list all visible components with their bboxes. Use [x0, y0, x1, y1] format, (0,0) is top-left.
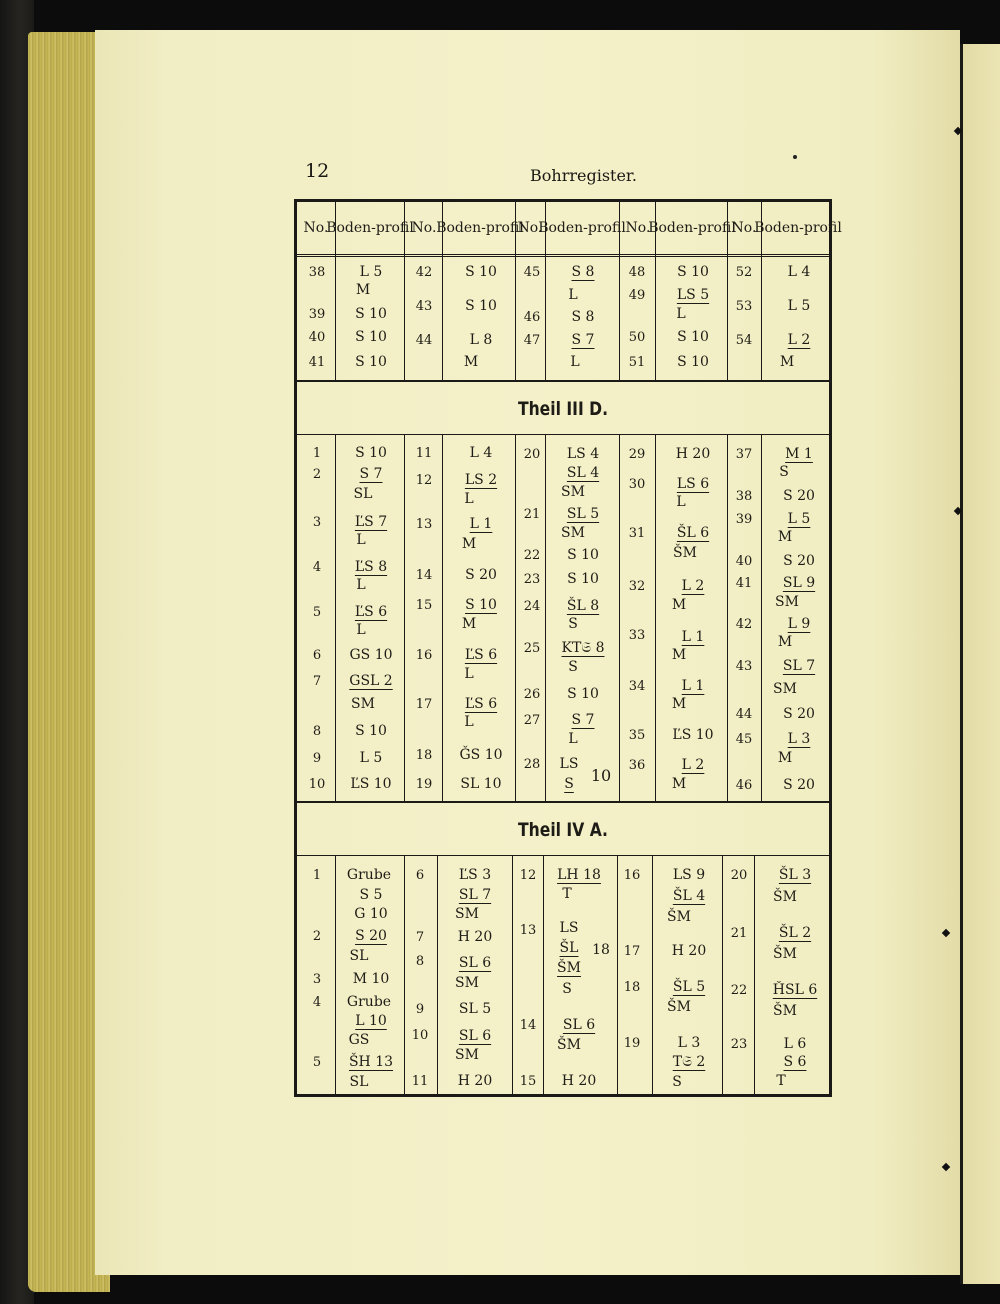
soil-profile: ŠL 3 [778, 867, 812, 883]
soil-profile: S 10 [677, 354, 709, 370]
soil-profile-line: SL 7 [458, 887, 492, 903]
soil-profile: ĽS 6 [464, 647, 498, 663]
soil-profile: S 10 [355, 306, 387, 322]
boring-number: 50 [628, 330, 646, 345]
header-no: No. [303, 219, 329, 236]
boring-number: 18 [623, 980, 641, 995]
soil-profile: S 10 [465, 264, 497, 280]
boring-number: 34 [628, 679, 646, 694]
boring-number: 51 [628, 355, 646, 370]
soil-profile: H 20 [457, 929, 493, 945]
soil-profile: L 5 [787, 298, 811, 314]
soil-profile: ŠL 6 [676, 525, 710, 541]
soil-profile-line: ŠM [557, 960, 581, 976]
boring-number: 9 [415, 1002, 425, 1017]
boring-number: 39 [735, 512, 753, 527]
soil-profile: LS [559, 920, 579, 936]
soil-profile: LS [559, 756, 579, 772]
soil-profile-sub: M [777, 529, 793, 545]
soil-profile: S 7 [571, 712, 595, 728]
boring-number: 6 [312, 648, 322, 663]
boring-number: 29 [628, 447, 646, 462]
soil-profile-bracket-value: 10 [590, 766, 612, 785]
soil-profile-line: T𝔖 2 [672, 1054, 706, 1070]
soil-profile-sub: S [672, 1074, 682, 1090]
soil-profile: L 9 [787, 616, 811, 632]
soil-profile: LS 9 [672, 867, 706, 883]
soil-profile: ĽS 10 [350, 776, 392, 792]
soil-profile: M 10 [352, 971, 390, 987]
soil-profile-sub: L [356, 622, 366, 638]
soil-profile-sub: L [464, 491, 474, 507]
soil-profile-sub: L [356, 577, 366, 593]
soil-profile-sub: L [568, 731, 578, 747]
soil-profile: SL 5 [458, 1001, 492, 1017]
soil-profile: LS 5 [676, 287, 710, 303]
boring-number: 17 [623, 944, 641, 959]
header-boden: Boden- profil [648, 219, 736, 236]
boring-number: 15 [415, 598, 433, 613]
boring-number: 37 [735, 447, 753, 462]
soil-profile-sub: ŠM [773, 889, 797, 905]
boring-number: 47 [523, 333, 541, 348]
soil-profile: S 20 [355, 928, 387, 944]
soil-profile: L 3 [787, 731, 811, 747]
boring-number: 44 [735, 707, 753, 722]
soil-profile-sub: S [568, 616, 578, 632]
soil-profile: L 5 [359, 750, 383, 766]
soil-profile-line: S 5 [359, 887, 383, 903]
soil-profile: SL 9 [782, 575, 816, 591]
soil-profile: L 2 [681, 578, 705, 594]
soil-profile: S 10 [355, 723, 387, 739]
soil-profile: S 8 [571, 309, 595, 325]
boring-number: 25 [523, 641, 541, 656]
header-no: No. [517, 219, 543, 236]
soil-profile-sub: L [676, 306, 686, 322]
soil-profile-sub: L [568, 287, 578, 303]
boring-number: 30 [628, 477, 646, 492]
soil-profile-line: ŠL 4 [672, 888, 706, 904]
header-no: No. [625, 219, 651, 236]
boring-number: 33 [628, 628, 646, 643]
boring-number: 3 [312, 515, 322, 530]
boring-number: 1 [312, 868, 322, 883]
soil-profile: SL 10 [460, 776, 502, 792]
boring-number: 14 [519, 1018, 537, 1033]
soil-profile: L 3 [677, 1035, 701, 1051]
boring-number: 15 [519, 1074, 537, 1089]
soil-profile: S 10 [567, 571, 599, 587]
soil-profile-sub: ŠM [557, 1037, 581, 1053]
soil-profile: ŠH 13 [348, 1054, 394, 1070]
soil-profile-sub: SM [773, 681, 797, 697]
soil-profile: S 20 [465, 567, 497, 583]
soil-profile: M 1 [785, 446, 813, 462]
soil-profile: SL 5 [566, 506, 600, 522]
soil-profile: L 8 [469, 332, 493, 348]
facing-page-edge [960, 44, 1000, 1284]
soil-profile-sub: M [671, 776, 687, 792]
running-head: Bohrregister. [530, 166, 637, 185]
speck [793, 155, 797, 159]
soil-profile: L 2 [681, 757, 705, 773]
boring-number: 2 [312, 467, 322, 482]
header-no: No. [411, 219, 437, 236]
soil-profile-sub: M [461, 536, 477, 552]
soil-profile: ĽS 3 [458, 867, 492, 883]
boring-number: 45 [523, 265, 541, 280]
soil-profile: S 20 [783, 777, 815, 793]
bohrregister-table [294, 199, 842, 1097]
boring-number: 19 [623, 1036, 641, 1051]
soil-profile: ĽS 8 [354, 559, 388, 575]
soil-profile-sub: S [779, 464, 789, 480]
boring-number: 41 [735, 576, 753, 591]
soil-profile-sub: SL [349, 948, 369, 964]
soil-profile: GS 10 [349, 647, 393, 663]
soil-profile: ĽS 10 [672, 727, 714, 743]
boring-number: 21 [523, 507, 541, 522]
boring-number: 9 [312, 751, 322, 766]
boring-number: 16 [623, 868, 641, 883]
soil-profile: ĽS 6 [354, 604, 388, 620]
soil-profile-sub: S [564, 776, 574, 792]
boring-number: 13 [415, 517, 433, 532]
soil-profile: L 4 [469, 445, 493, 461]
soil-profile: SL 6 [458, 955, 492, 971]
soil-profile: ŠL 8 [566, 598, 600, 614]
soil-profile: L 2 [787, 332, 811, 348]
soil-profile-line: SL 4 [566, 465, 600, 481]
soil-profile: L 4 [787, 264, 811, 280]
soil-profile: S 20 [783, 488, 815, 504]
boring-number: 46 [523, 310, 541, 325]
soil-profile-sub: ŠM [773, 1003, 797, 1019]
boring-number: 39 [308, 307, 326, 322]
boring-number: 2 [312, 929, 322, 944]
soil-profile: L 1 [681, 678, 705, 694]
soil-profile-sub: M [777, 634, 793, 650]
soil-profile: L 1 [469, 516, 493, 532]
soil-profile: S 10 [567, 686, 599, 702]
soil-profile-sub: T [562, 886, 572, 902]
boring-number: 13 [519, 923, 537, 938]
soil-profile: S 7 [359, 466, 383, 482]
boring-number: 38 [308, 265, 326, 280]
soil-profile-sub: M [461, 616, 477, 632]
boring-number: 23 [523, 572, 541, 587]
soil-profile: L 5 [787, 511, 811, 527]
boring-number: 43 [735, 659, 753, 674]
soil-profile: H 20 [675, 446, 711, 462]
soil-profile: LS 6 [676, 476, 710, 492]
table-header [297, 202, 842, 257]
boring-number: 43 [415, 299, 433, 314]
soil-profile-sub: SM [561, 484, 585, 500]
section-title-iiid: Theil III D. [517, 398, 609, 420]
soil-profile-sub: M [777, 750, 793, 766]
boring-number: 35 [628, 728, 646, 743]
boring-number: 53 [735, 299, 753, 314]
boring-number: 45 [735, 732, 753, 747]
boring-number: 7 [312, 674, 322, 689]
boring-number: 36 [628, 758, 646, 773]
header-boden: Boden- profil [538, 219, 626, 236]
soil-profile: S 7 [571, 332, 595, 348]
soil-profile: S 10 [677, 264, 709, 280]
soil-profile-sub: L [464, 666, 474, 682]
soil-profile: SL 6 [562, 1017, 596, 1033]
boring-number: 21 [730, 926, 748, 941]
soil-profile-sub: SM [455, 906, 479, 922]
soil-profile-sub: L [464, 714, 474, 730]
boring-number: 48 [628, 265, 646, 280]
soil-profile: S 10 [465, 597, 497, 613]
soil-profile: ŠL 2 [778, 925, 812, 941]
soil-profile-sub: M [671, 597, 687, 613]
soil-profile: LH 18 [557, 867, 601, 883]
soil-profile-sub: SM [561, 525, 585, 541]
soil-profile-sub: SM [351, 696, 375, 712]
soil-profile-sub: M [779, 354, 795, 370]
header-boden: Boden- profil [436, 219, 524, 236]
soil-profile: L 6 [783, 1036, 807, 1052]
boring-number: 11 [411, 1074, 429, 1089]
boring-number: 44 [415, 333, 433, 348]
header-no: No. [731, 219, 757, 236]
soil-profile-sub: S [562, 981, 572, 997]
boring-number: 31 [628, 526, 646, 541]
soil-profile: ĽS 7 [354, 514, 388, 530]
section-title-iva: Theil IV A. [518, 819, 608, 841]
soil-profile: S 20 [783, 706, 815, 722]
boring-number: 10 [411, 1028, 429, 1043]
page-number: 12 [305, 160, 330, 182]
boring-number: 12 [519, 868, 537, 883]
boring-number: 4 [312, 995, 322, 1010]
boring-number: 5 [312, 1055, 322, 1070]
soil-profile: L 1 [681, 629, 705, 645]
boring-number: 38 [735, 489, 753, 504]
boring-number: 4 [312, 560, 322, 575]
soil-profile-sub: M [355, 282, 371, 298]
soil-profile-line: L 10 [355, 1013, 387, 1029]
soil-profile: Grube [346, 994, 392, 1010]
soil-profile-sub: SM [775, 594, 799, 610]
boring-number: 40 [308, 330, 326, 345]
soil-profile: LS 2 [464, 472, 498, 488]
soil-profile-sub: ŠM [673, 545, 697, 561]
boring-number: 23 [730, 1037, 748, 1052]
boring-number: 26 [523, 687, 541, 702]
soil-profile-sub: L [356, 532, 366, 548]
soil-profile-sub: ŠM [667, 909, 691, 925]
boring-number: 28 [523, 757, 541, 772]
boring-number: 20 [523, 447, 541, 462]
soil-profile-sub: M [671, 647, 687, 663]
soil-profile: S 10 [465, 298, 497, 314]
boring-number: 32 [628, 579, 646, 594]
soil-profile-sub: SL [349, 1074, 369, 1090]
boring-number: 17 [415, 697, 433, 712]
soil-profile: H 20 [561, 1073, 597, 1089]
soil-profile: ǦS 10 [459, 747, 503, 763]
boring-number: 46 [735, 778, 753, 793]
boring-number: 8 [312, 724, 322, 739]
soil-profile: SL 6 [458, 1028, 492, 1044]
soil-profile-sub: M [671, 696, 687, 712]
soil-profile: SL 7 [782, 658, 816, 674]
soil-profile: S 20 [783, 553, 815, 569]
soil-profile: H 20 [457, 1073, 493, 1089]
boring-number: 18 [415, 748, 433, 763]
boring-number: 7 [415, 930, 425, 945]
soil-profile: S 10 [355, 329, 387, 345]
boring-number: 22 [730, 983, 748, 998]
soil-profile: S 10 [567, 547, 599, 563]
soil-profile: S 10 [355, 354, 387, 370]
boring-number: 5 [312, 605, 322, 620]
boring-number: 8 [415, 954, 425, 969]
header-boden: Boden- profil [754, 219, 842, 236]
boring-number: 12 [415, 473, 433, 488]
soil-profile-sub: S [568, 659, 578, 675]
soil-profile-sub: SM [455, 1047, 479, 1063]
boring-number: 10 [308, 777, 326, 792]
soil-profile-sub: ŠM [667, 999, 691, 1015]
soil-profile: GSL 2 [349, 673, 393, 689]
boring-number: 24 [523, 599, 541, 614]
boring-number: 20 [730, 868, 748, 883]
soil-profile-line: S 6 [783, 1054, 807, 1070]
boring-number: 41 [308, 355, 326, 370]
soil-profile-bracket-value: 18 [592, 942, 610, 958]
soil-profile-sub: L [676, 494, 686, 510]
soil-profile-sub: M [463, 354, 479, 370]
boring-number: 42 [415, 265, 433, 280]
boring-number: 27 [523, 713, 541, 728]
soil-profile: H 20 [671, 943, 707, 959]
soil-profile: LS 4 [566, 446, 600, 462]
soil-profile: S 10 [355, 445, 387, 461]
soil-profile: Grube [346, 867, 392, 883]
boring-number: 40 [735, 554, 753, 569]
boring-number: 52 [735, 265, 753, 280]
boring-number: 3 [312, 972, 322, 987]
boring-number: 54 [735, 333, 753, 348]
soil-profile-sub: SL [353, 486, 373, 502]
soil-profile: ŠL 5 [672, 979, 706, 995]
soil-profile-sub: ŠM [773, 946, 797, 962]
soil-profile: ĽS 6 [464, 696, 498, 712]
soil-profile-line: ŠL [559, 940, 579, 956]
boring-number: 49 [628, 288, 646, 303]
soil-profile-sub: GS [348, 1032, 370, 1048]
soil-profile-sub: L [570, 354, 580, 370]
soil-profile: S 10 [677, 329, 709, 345]
soil-profile-line: G 10 [354, 906, 388, 922]
header-boden: Boden- profil [326, 219, 414, 236]
soil-profile: L 5 [359, 264, 383, 280]
boring-number: 19 [415, 777, 433, 792]
boring-number: 6 [415, 868, 425, 883]
soil-profile: ȞSL 6 [772, 982, 818, 998]
soil-profile-sub: SM [455, 975, 479, 991]
boring-number: 22 [523, 548, 541, 563]
boring-number: 16 [415, 648, 433, 663]
soil-profile-sub: T [776, 1073, 786, 1089]
boring-number: 11 [415, 446, 433, 461]
boring-number: 1 [312, 446, 322, 461]
boring-number: 42 [735, 617, 753, 632]
boring-number: 14 [415, 568, 433, 583]
soil-profile: S 8 [571, 264, 595, 280]
soil-profile: KT𝔖 8 [561, 640, 605, 656]
